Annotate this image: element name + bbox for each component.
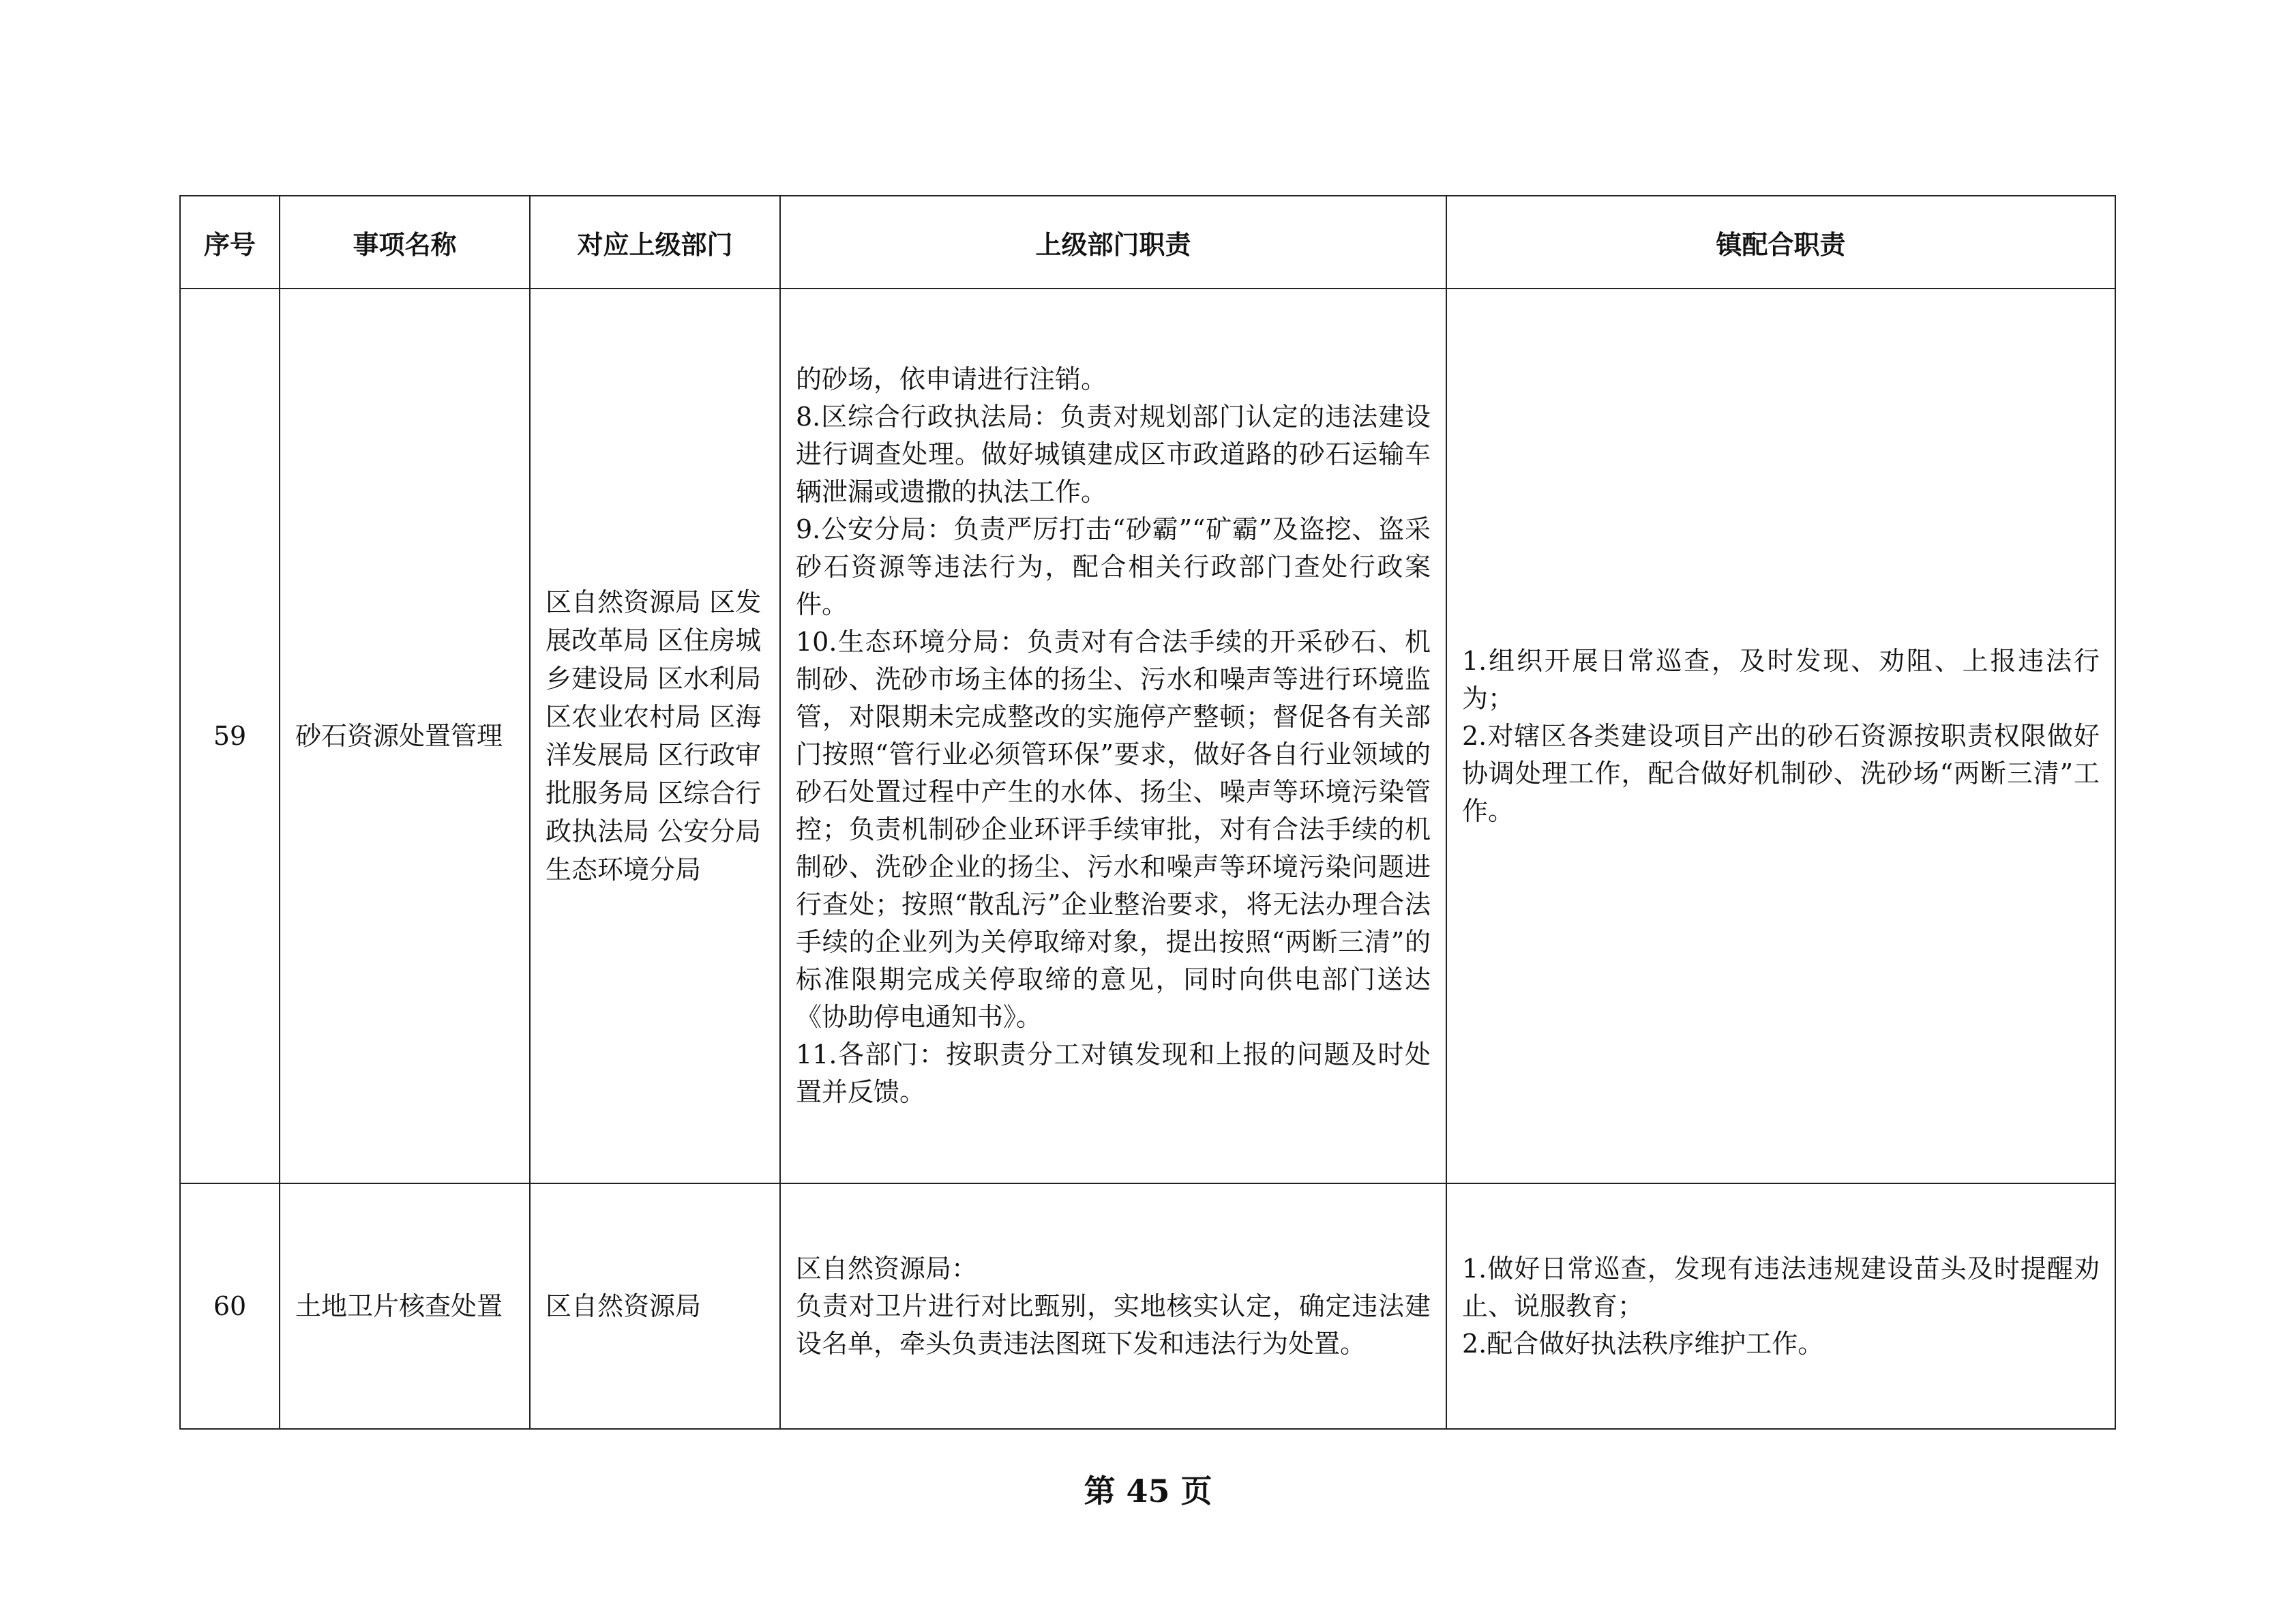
row-seq: 59 [180, 289, 280, 1183]
duty-line: 9.公安分局：负责严厉打击“砂霸”“矿霸”及盗挖、盗采砂石资源等违法行为，配合相关行政部门查处行政案件。 [796, 514, 1431, 619]
duty-line: 负责对卫片进行对比甄别，实地核实认定，确定违法建设名单，牵头负责违法图斑下发和违法行为处置。 [796, 1290, 1431, 1359]
row-upper-duties [780, 1183, 1446, 1429]
header-upper-dept: 对应上级部门 [530, 196, 780, 289]
duty-line: 1.做好日常巡查，发现有违法违规建设苗头及时提醒劝止、说服教育； [1462, 1253, 2100, 1321]
header-upper-duties: 上级部门职责 [780, 196, 1446, 289]
row-upper-duties [780, 289, 1446, 1183]
duty-line: 区自然资源局： [796, 1253, 978, 1284]
page-number: 第 45 页 [1084, 1473, 1212, 1509]
row-upper-dept: 区自然资源局 [530, 1183, 780, 1429]
duty-line: 8.区综合行政执法局：负责对规划部门认定的违法建设进行调查处理。做好城镇建成区市政道路的砂石运输车辆泄漏或遗撒的执法工作。 [796, 402, 1431, 507]
row-item-name: 砂石资源处置管理 [280, 289, 530, 1183]
header-town-duties: 镇配合职责 [1446, 196, 2115, 289]
duty-line: 2.对辖区各类建设项目产出的砂石资源按职责权限做好协调处理工作，配合做好机制砂、洗砂场“两断三清”工作。 [1462, 720, 2100, 826]
duty-line: 1.组织开展日常巡查，及时发现、劝阻、上报违法行为； [1462, 645, 2100, 713]
header-seq: 序号 [180, 196, 280, 289]
row-seq: 60 [180, 1183, 280, 1429]
duty-line: 11.各部门：按职责分工对镇发现和上报的问题及时处置并反馈。 [796, 1039, 1431, 1107]
header-item-name: 事项名称 [280, 196, 530, 289]
row-town-duties [1446, 1183, 2115, 1429]
row-town-duties [1446, 289, 2115, 1183]
table-row [180, 289, 2115, 1183]
table-header-row [180, 196, 2115, 289]
duty-line: 10.生态环境分局：负责对有合法手续的开采砂石、机制砂、洗砂市场主体的扬尘、污水和噪声等进行环境监管，对限期未完成整改的实施停产整顿；督促各有关部门按照“管行业必须管环保”要求，做好各自行业领域的砂石处置过程中产生的水体、扬尘、噪声等环境污染管控；负责机制砂企业环评手续审批，对有合法手续的机制砂、洗砂企业的扬尘、污水和噪声等环境污染问题进行查处；按照“散乱污”企业整治要求，将无法办理合法手续的企业列为关停取缔对象，提出按照“两断三清”的标准限期完成关停取缔的意见，同时向供电部门送达《协助停电通知书》。 [796, 627, 1431, 1032]
duty-line: 2.配合做好执法秩序维护工作。 [1462, 1328, 1824, 1359]
table-row [180, 1183, 2115, 1429]
duty-line: 的砂场，依申请进行注销。 [796, 364, 1107, 394]
row-item-name: 土地卫片核查处置 [280, 1183, 530, 1429]
row-upper-dept: 区自然资源局 区发展改革局 区住房城乡建设局 区水利局 区农业农村局 区海洋发展局 区行政审批服务局 区综合行政执法局 公安分局 生态环境分局 [530, 289, 780, 1183]
duty-table [179, 195, 2116, 1430]
